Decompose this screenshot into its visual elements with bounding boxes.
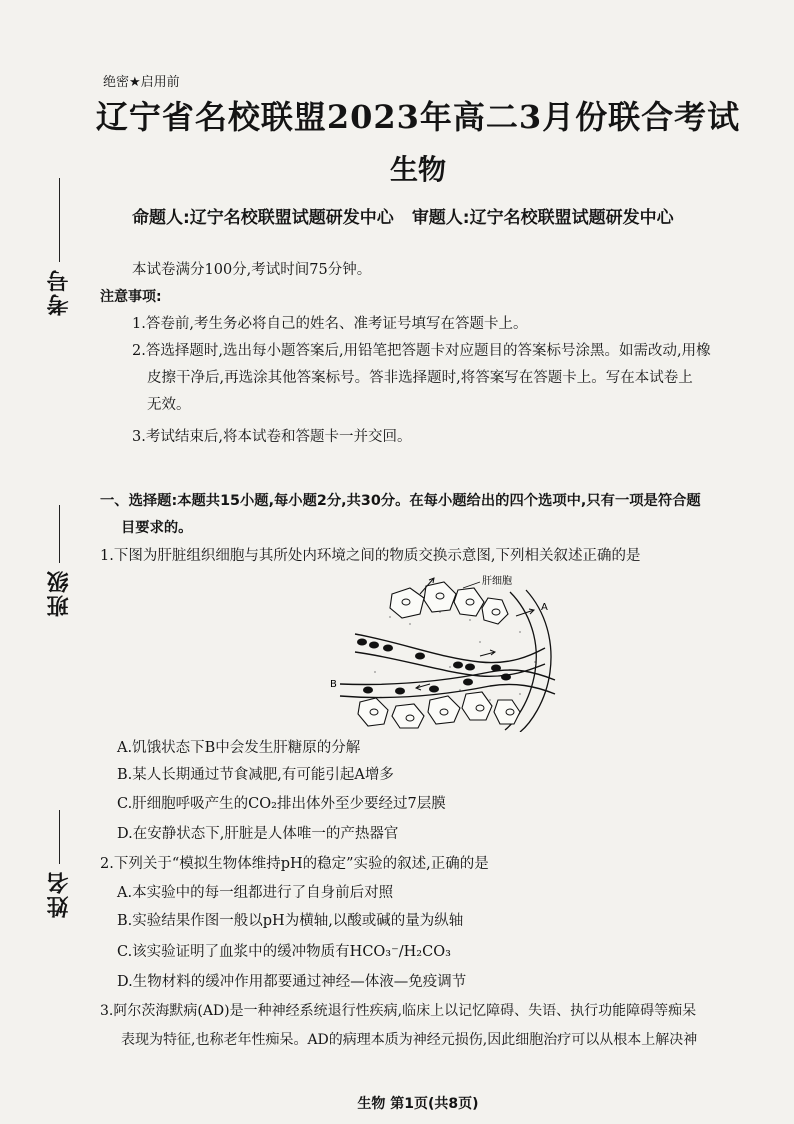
reviewer: 审题人:辽宁名校联盟试题研发中心 bbox=[411, 208, 674, 228]
notice-title: 注意事项: bbox=[100, 289, 162, 305]
hepatocyte-label: 肝细胞 bbox=[482, 576, 512, 587]
confidential-mark: 绝密★启用前 bbox=[103, 75, 180, 90]
option: B.实验结果作图一般以pH为横轴,以酸或碱的量为纵轴 bbox=[117, 913, 464, 929]
name-field bbox=[44, 810, 75, 918]
label-pointer bbox=[463, 582, 480, 588]
page-footer: 生物 第1页(共8页) bbox=[357, 1096, 479, 1112]
option: D.生物材料的缓冲作用都要通过神经—体液—免疫调节 bbox=[117, 974, 467, 990]
option: D.在安静状态下,肝脏是人体唯一的产热器官 bbox=[117, 826, 399, 842]
author: 命题人:辽宁名校联盟试题研发中心 bbox=[132, 208, 394, 228]
option: B.某人长期通过节食减肥,有可能引起A增多 bbox=[117, 767, 394, 783]
vessel-wall bbox=[355, 652, 545, 676]
section-heading-cont: 目要求的。 bbox=[121, 520, 193, 536]
question-3-stem-cont: 表现为特征,也称老年性痴呆。AD的病理本质为神经元损伤,因此细胞治疗可以从根本上解决神 bbox=[121, 1032, 698, 1048]
question-2-stem: 2.下列关于“模拟生物体维持pH的稳定”实验的叙述,正确的是 bbox=[100, 856, 489, 872]
exam-number-label: 考号 bbox=[47, 268, 72, 316]
class-blank bbox=[59, 505, 60, 563]
name-label: 姓名 bbox=[47, 870, 72, 918]
exam-title: 辽宁省名校联盟2023年高二3月份联合考试 bbox=[95, 98, 741, 136]
subject-title: 生物 bbox=[389, 153, 446, 186]
label-a: A bbox=[541, 602, 548, 613]
exam-number-blank bbox=[59, 178, 60, 262]
option: C.肝细胞呼吸产生的CO₂排出体外至少要经过7层膜 bbox=[117, 796, 446, 812]
notice-item: 3.考试结束后,将本试卷和答题卡一并交回。 bbox=[132, 429, 412, 445]
notice-item: 无效。 bbox=[147, 397, 191, 413]
question-3-stem: 3.阿尔茨海默病(AD)是一种神经系统退行性疾病,临床上以记忆障碍、失语、执行功能障碍等痴呆 bbox=[100, 1003, 697, 1019]
name-blank bbox=[59, 810, 60, 864]
exam-number-field bbox=[44, 178, 75, 316]
class-label: 班级 bbox=[47, 569, 72, 617]
section-heading: 一、选择题:本题共15小题,每小题2分,共30分。在每小题给出的四个选项中,只有一项是符合题 bbox=[100, 493, 701, 509]
liver-tissue-figure bbox=[330, 572, 570, 732]
notice-item: 1.答卷前,考生务必将自己的姓名、准考证号填写在答题卡上。 bbox=[132, 316, 528, 332]
notice-item: 2.答选择题时,选出每小题答案后,用铅笔把答题卡对应题目的答案标号涂黑。如需改动,用橡 bbox=[132, 343, 711, 359]
class-field bbox=[44, 505, 75, 617]
option: A.饥饿状态下B中会发生肝糖原的分解 bbox=[117, 740, 361, 756]
question-1-stem: 1.下图为肝脏组织细胞与其所处内环境之间的物质交换示意图,下列相关叙述正确的是 bbox=[100, 548, 641, 564]
intro-text: 本试卷满分100分,考试时间75分钟。 bbox=[132, 262, 372, 278]
authors-line bbox=[132, 203, 674, 228]
option: C.该实验证明了血浆中的缓冲物质有HCO₃⁻/H₂CO₃ bbox=[117, 944, 451, 960]
option: A.本实验中的每一组都进行了自身前后对照 bbox=[117, 885, 394, 901]
label-b: B bbox=[330, 679, 337, 690]
notice-item: 皮擦干净后,再选涂其他答案标号。答非选择题时,将答案写在答题卡上。写在本试卷上 bbox=[147, 370, 693, 386]
